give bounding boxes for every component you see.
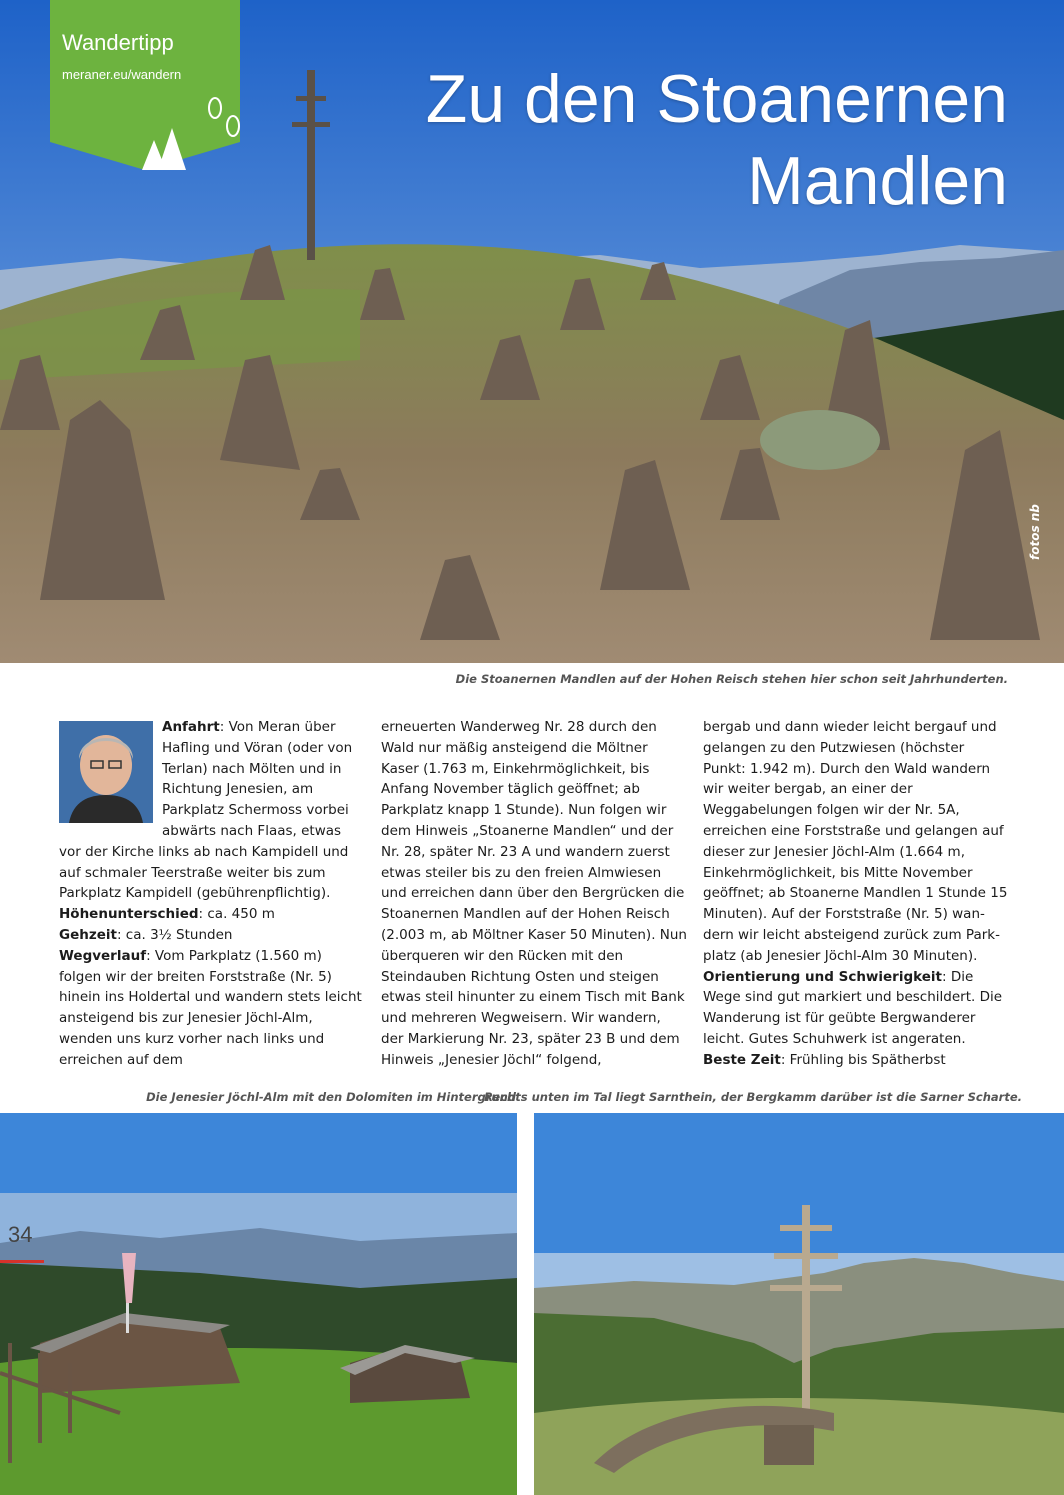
label-beste-zeit: Beste Zeit	[703, 1051, 781, 1068]
caption-left-photo: Die Jenesier Jöchl-Alm mit den Dolomiten im Hintergrund	[146, 1090, 516, 1104]
paragraph-gehzeit	[59, 925, 365, 946]
text-anfahrt: : Von Meran über Hafling und Vöran (oder von Terlan) nach Mölten und in Richtung Jenesien, am Parkplatz Schermoss vorbei abwärts nach Flaas, etwas vor der Kirche links ab nach Kampidell und auf schmaler Teerstraße weiter bis zum Parkplatz Kampidell (gebührenpflichtig).	[59, 719, 353, 902]
tag-background	[50, 0, 240, 170]
alm-illustration	[0, 1113, 517, 1495]
photo-credit: fotos nb	[1028, 504, 1042, 560]
paragraph-beste-zeit	[703, 1050, 1009, 1071]
valley-illustration	[534, 1113, 1064, 1495]
title-line-1: Zu den Stoanernen	[425, 61, 1008, 137]
label-wegverlauf: Wegverlauf	[59, 947, 147, 964]
page-title	[426, 58, 1008, 222]
photo-sarner-scharte	[534, 1113, 1064, 1495]
page-number: 34	[8, 1222, 33, 1247]
article-column-3	[703, 717, 1009, 1071]
paragraph-orientierung	[703, 967, 1009, 1050]
paragraph-wegverlauf	[59, 946, 365, 1071]
article-column-2	[381, 717, 687, 1071]
text-column-3: bergab und dann wieder leicht bergauf und gelangen zu den Putzwiesen (höchster Punkt: 1.942 m). Durch den Wald wandern wir weiter bergab, an einer der Weggabelungen folgen wir der Nr. 5A, erreichen eine Forststraße und gelangen auf dieser zur Jenesier Jöchl-Alm (1.664 m, Einkehrmöglichkeit, bis Mitte November geöffnet; ab Stoanerne Mandlen 1 Stunde 15 Minuten). Auf der Forststraße (Nr. 5) wandern wir leicht absteigend zurück zum Parkplatz (ab Jenesier Jöchl-Alm 30 Minuten).	[703, 719, 1008, 964]
text-gehzeit: : ca. 3½ Stunden	[116, 926, 233, 943]
wandertipp-tag	[50, 0, 240, 170]
text-wegverlauf: : Vom Parkplatz (1.560 m) folgen wir der breiten Forststraße (Nr. 5) hinein ins Holdertal und wandern stets leicht ansteigend bis zur Jenesier Jöchl-Alm, wenden uns kurz vorher nach links und erreichen auf dem	[59, 947, 362, 1068]
label-gehzeit: Gehzeit	[59, 926, 117, 943]
page-number-accent	[0, 1260, 44, 1263]
article-column-1	[59, 717, 365, 1071]
title-line-2: Mandlen	[747, 143, 1008, 219]
label-anfahrt: Anfahrt	[162, 719, 220, 735]
text-hoehenunterschied: : ca. 450 m	[198, 906, 275, 923]
label-orientierung: Orientierung und Schwierigkeit	[703, 968, 942, 985]
paragraph-hoehe	[59, 904, 365, 925]
author-portrait	[59, 721, 153, 823]
text-orientierung: : Die Wege sind gut markiert und beschildert. Die Wanderung ist für geübte Bergwanderer leicht. Gutes Schuhwerk ist angeraten.	[703, 968, 1003, 1047]
text-beste-zeit: : Frühling bis Spätherbst	[780, 1051, 946, 1068]
caption-right-photo: Rechts unten im Tal liegt Sarnthein, der Bergkamm darüber ist die Sarner Scharte.	[484, 1090, 1022, 1104]
article-body	[59, 717, 1009, 1068]
tag-url[interactable]: meraner.eu/wandern	[62, 67, 182, 82]
tag-title: Wandertipp	[62, 30, 174, 55]
hero-caption: Die Stoanernen Mandlen auf der Hohen Reisch stehen hier schon seit Jahrhunderten.	[455, 672, 1008, 686]
label-hoehenunterschied: Höhenunterschied	[59, 906, 199, 923]
photo-joechl-alm	[0, 1113, 517, 1495]
text-column-2: erneuerten Wanderweg Nr. 28 durch den Wald nur mäßig ansteigend die Möltner Kaser (1.763 m, Einkehrmöglichkeit, bis Anfang November täglich geöffnet; ab Parkplatz knapp 1 Stunde). Nun folgen wir dem Hinweis „Stoanerne Mandlen“ und der Nr. 28, später Nr. 23 A und wandern zuerst etwas steiler bis zu den freien Almwiesen und erreichen dann über den Bergrücken die Stoanernen Mandlen auf der Hohen Reisch (2.003 m, ab Möltner Kaser 50 Minuten). Nun überqueren wir den Rücken mit den Steindauben Richtung Osten und steigen etwas steil hinunter zu einem Tisch mit Bank und mehreren Wegweisern. Wir wandern, der Markierung Nr. 23, später 23 B und dem Hinweis „Jenesier Jöchl“ folgend,	[381, 719, 687, 1068]
